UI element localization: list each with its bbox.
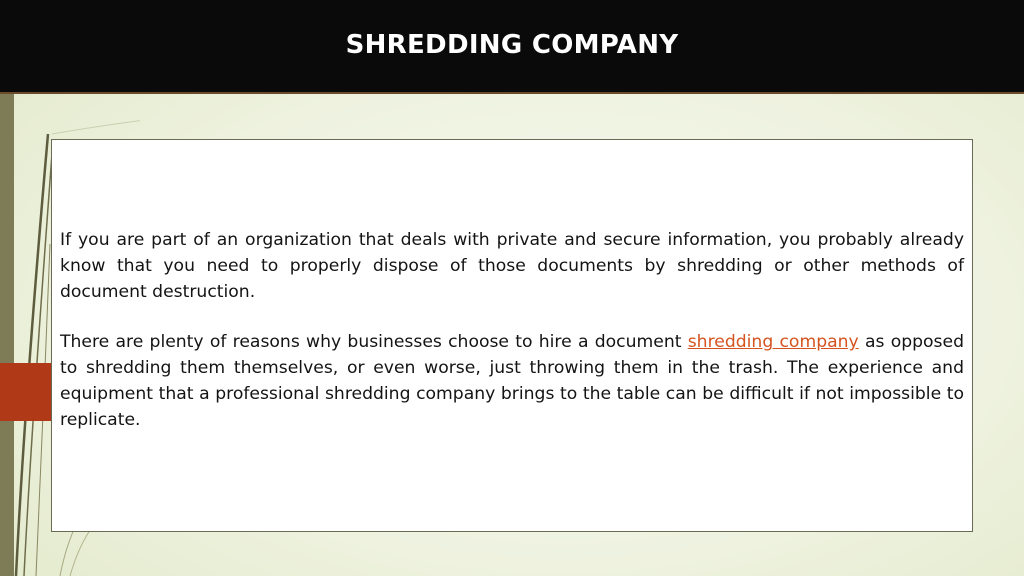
shredding-company-link[interactable]: shredding company xyxy=(687,332,859,353)
content-box xyxy=(51,139,973,532)
title-bar xyxy=(0,0,1024,94)
paragraph-intro: If you are part of an organization that deals with private and secure information, you probably already know that you need to properly dispose of those documents by shredding or other methods of document destruction. xyxy=(60,230,964,302)
paragraph-reasons-lead: There are plenty of reasons why businesses choose to hire a document xyxy=(60,332,688,353)
paragraph-reasons-tail: as opposed to shredding them themselves, or even worse, just throwing them in the trash. The experience and equipment that a professional shredding company brings to the table can be difficult if not impossible to replicate. xyxy=(60,332,964,430)
slide-title: SHREDDING COMPANY xyxy=(345,30,679,60)
accent-block xyxy=(0,363,51,421)
paragraph-reasons xyxy=(60,330,964,433)
